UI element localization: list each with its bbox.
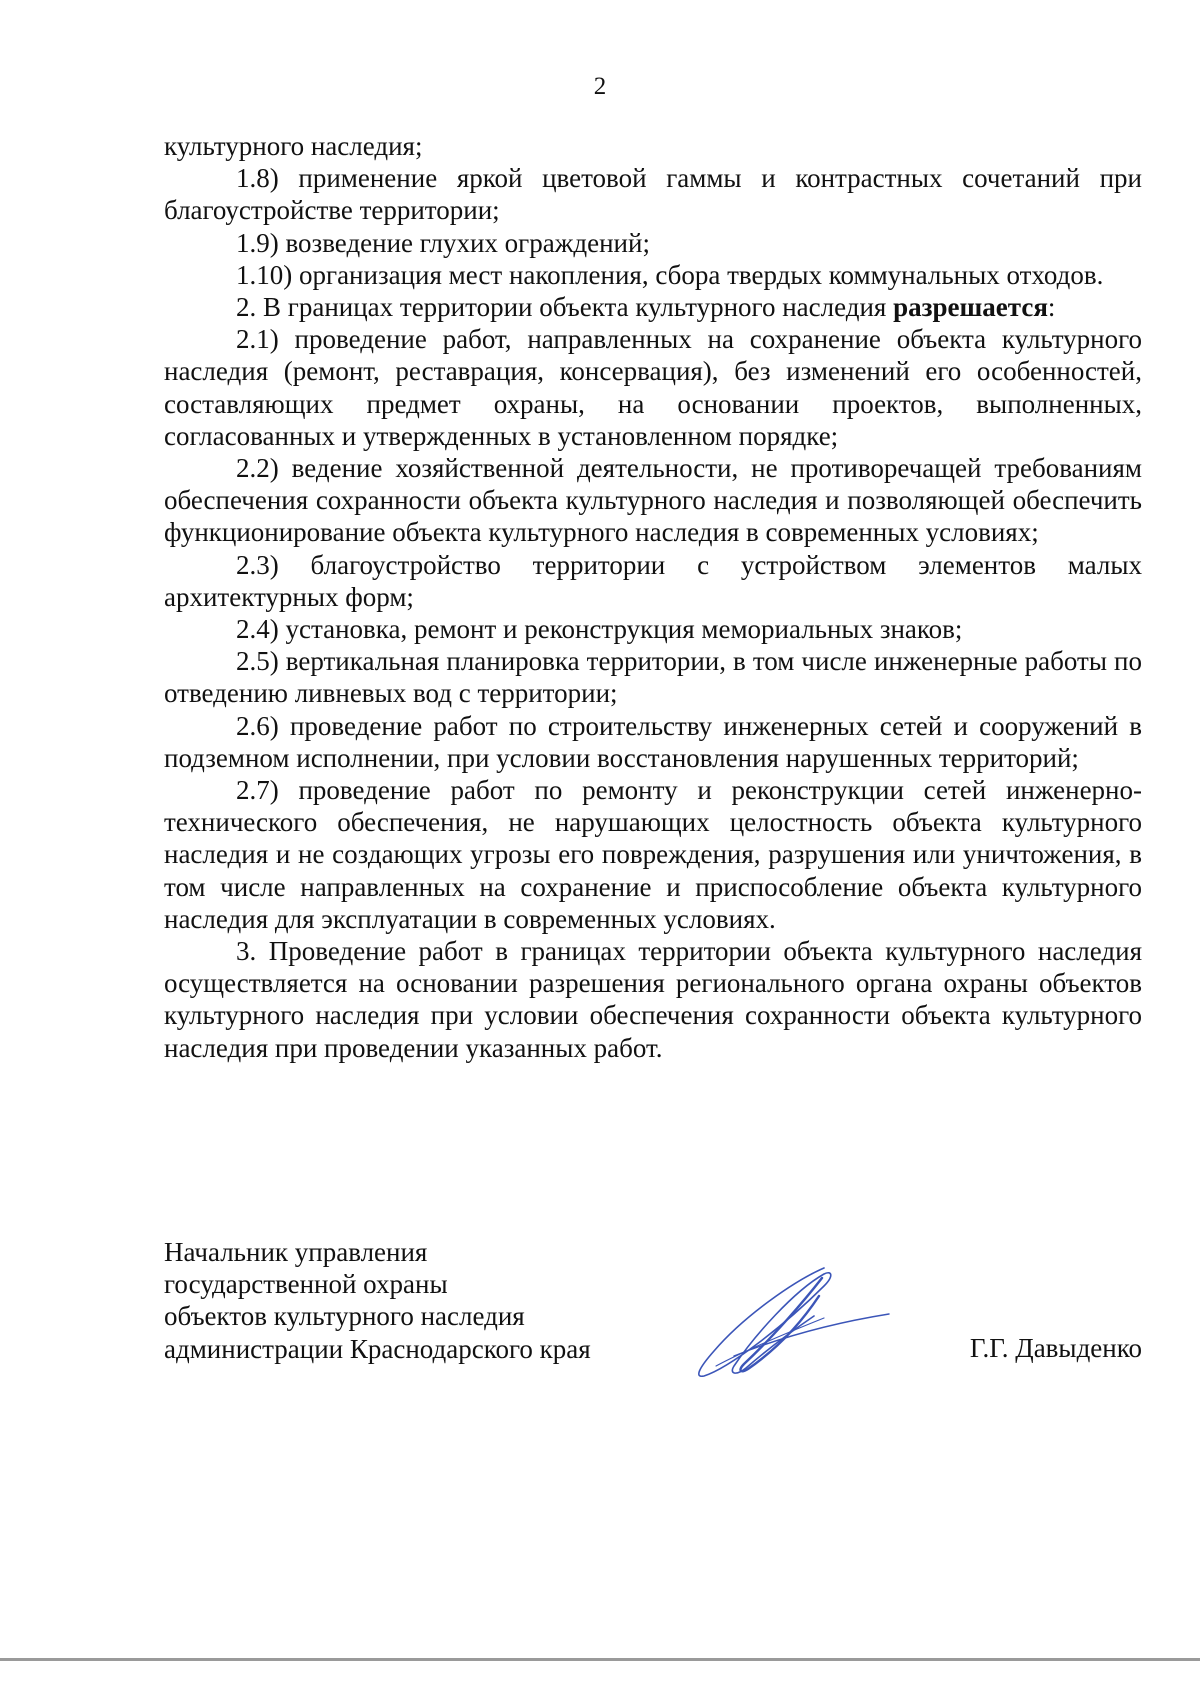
paragraph-item-1-10 — [164, 259, 1142, 291]
paragraph-item-2-7 — [164, 774, 1142, 935]
page-number: 2 — [593, 73, 607, 100]
document-body — [164, 130, 1142, 1064]
paragraph-item-2-2 — [164, 452, 1142, 549]
paragraph-text: 1.8) применение яркой цветовой гаммы и контрастных сочетаний при благоустройстве территории; — [164, 163, 1142, 226]
paragraph-item-1-8 — [164, 162, 1142, 226]
paragraph-text: 2.6) проведение работ по строительству инженерных сетей и сооружений в подземном исполнении, при условии восстановления нарушенных территорий; — [164, 710, 1142, 773]
handwritten-signature — [674, 1256, 904, 1386]
paragraph-text: 2.5) вертикальная планировка территории, в том числе инженерные работы по отведению ливневых вод с территории; — [164, 646, 1142, 709]
bottom-scan-rule — [0, 1658, 1200, 1661]
signer-name: Г.Г. Давыденко — [969, 1333, 1142, 1363]
paragraph-text: 2.7) проведение работ по ремонту и реконструкции сетей инженерно-технического обеспечения, не нарушающих целостность объекта культурного наследия и не создающих угрозы его повреждения, разрушения или уничтожения, в том числе направленных на сохранение и приспособление объекта культурного наследия для эксплуатации в современных условиях. — [164, 775, 1142, 934]
emphasis-allowed: разрешается — [893, 292, 1048, 323]
paragraph-continuation — [164, 130, 1142, 162]
paragraph-text: 2. В границах территории объекта культурного наследия — [236, 292, 894, 323]
paragraph-text: 2.4) установка, ремонт и реконструкция мемориальных знаков; — [236, 614, 963, 645]
paragraph-item-2-6 — [164, 710, 1142, 774]
paragraph-tail: : — [1047, 292, 1056, 323]
paragraph-text: 1.9) возведение глухих ограждений; — [236, 227, 650, 258]
signer-position-line: объектов культурного наследия — [164, 1301, 525, 1332]
paragraph-text: 2.2) ведение хозяйственной деятельности, не противоречащей требованиям обеспечения сохранности объекта культурного наследия и позволяющей обеспечить функционирование объекта культурного наследия в современных условиях; — [164, 453, 1142, 548]
paragraph-section-2 — [164, 291, 1142, 323]
paragraph-text: 3. Проведение работ в границах территории объекта культурного наследия осуществляется на основании разрешения регионального органа охраны объектов культурного наследия при условии обеспечения сохранности объекта культурного наследия при проведении указанных работ. — [164, 936, 1142, 1063]
paragraph-text: культурного наследия; — [164, 131, 423, 161]
signature-stroke — [716, 1318, 824, 1366]
paragraph-item-2-1 — [164, 323, 1142, 452]
paragraph-item-2-3 — [164, 549, 1142, 613]
signer-position-line: Начальник управления — [164, 1237, 428, 1267]
paragraph-text: 2.3) благоустройство территории с устройством элементов малых архитектурных форм; — [164, 549, 1142, 612]
signature-block — [164, 1236, 1142, 1406]
signature-stroke — [699, 1268, 831, 1376]
signer-position — [164, 1236, 664, 1365]
paragraph-text: 1.10) организация мест накопления, сбора твердых коммунальных отходов. — [236, 259, 1104, 290]
paragraph-item-2-4 — [164, 613, 1142, 645]
signer-position-line: государственной охраны — [164, 1269, 448, 1300]
paragraph-text: 2.1) проведение работ, направленных на сохранение объекта культурного наследия (ремонт, реставрация, консервация), без изменений его особенностей, составляющих предмет охраны, на основании проектов, выполненных, согласованных и утвержденных в установленном порядке; — [164, 324, 1142, 451]
paragraph-section-3 — [164, 935, 1142, 1064]
signer-position-line: администрации Краснодарского края — [164, 1333, 591, 1364]
paragraph-item-1-9 — [164, 227, 1142, 259]
paragraph-item-2-5 — [164, 645, 1142, 709]
